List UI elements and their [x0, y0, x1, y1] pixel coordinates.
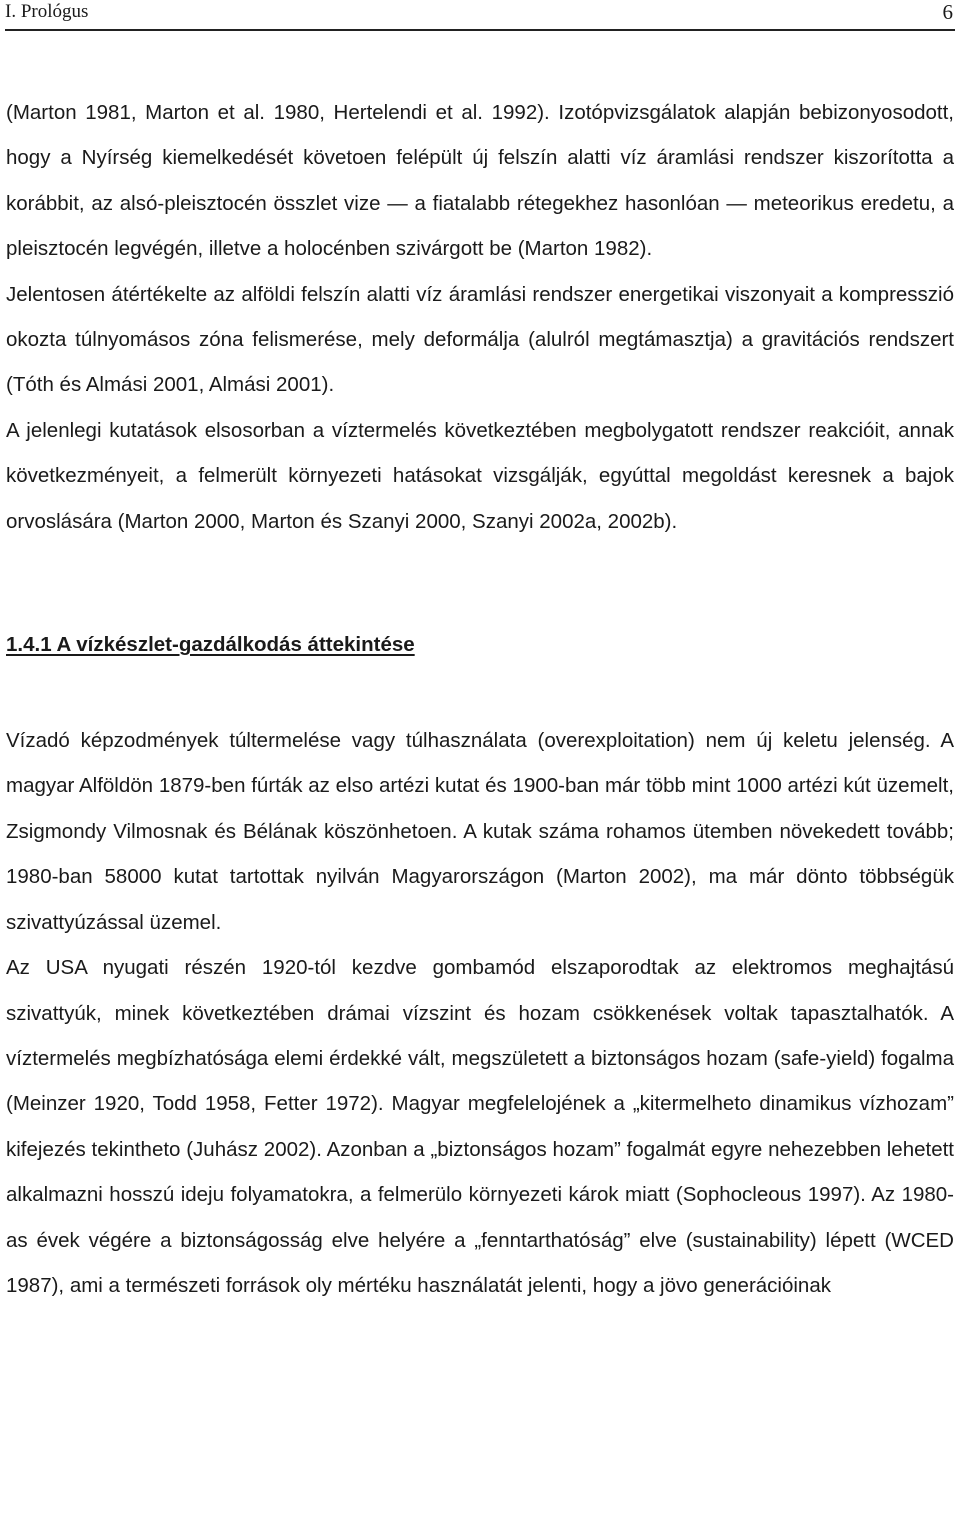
paragraph-compression-zone: Jelentosen átértékelte az alföldi felszín alatti víz áramlási rendszer energetikai viszonyait a kompresszió okozta túlnyomásos zóna felismerése, mely deformálja (alulról megtámasztja) a gravitációs rendszert (Tóth és Almási 2001, Almási 2001).: [6, 282, 954, 397]
page-number: 6: [942, 0, 953, 24]
paragraph-current-research: A jelenlegi kutatások elsosorban a víztermelés következtében megbolygatott rendszer reakcióit, annak következményeit, a felmerült környezeti hatásokat vizsgálják, egyúttal megoldást keresnek a bajok orvoslására (Marton 2000, Marton és Szanyi 2000, Szanyi 2002a, 2002b).: [6, 418, 954, 533]
chapter-title: I. Prológus: [5, 1, 89, 22]
paragraph-safe-yield: Az USA nyugati részén 1920-tól kezdve gombamód elszaporodtak az elektromos meghajtású szivattyúk, minek következtében drámai vízszint és hozam csökkenések voltak tapasztalhatók. A víztermelés megbízhatósága elemi érdekké vált, megszületett a biztonságos hozam (safe-yield) fogalma (Meinzer 1920, Todd 1958, Fetter 1972). Magyar megfelelojének a „kitermelheto dinamikus vízhozam” kifejezés tekintheto (Juhász 2002). Azonban a „biztonságos hozam” fogalmát egyre nehezebben lehetett alkalmazni hosszú ideju folyamatokra, a felmerülo környezeti károk miatt (Sophocleous 1997). Az 1980-as évek végére a biztonságosság elve helyére a „fenntarthatóság” elve (sustainability) lépett (WCED 1987), ami a természeti források oly mértéku használatát jelenti, hogy a jövo generációinak: [6, 956, 954, 1297]
page-header: [5, 0, 955, 31]
section-heading: 1.4.1 A vízkészlet-gazdálkodás áttekintése: [6, 633, 415, 657]
paragraph-isotope-studies: (Marton 1981, Marton et al. 1980, Hertelendi et al. 1992). Izotópvizsgálatok alapján bebizonyosodott, hogy a Nyírség kiemelkedését követoen felépült új felszín alatti víz áramlási rendszer kiszorította a korábbit, az alsó-pleisztocén összlet vize — a fiatalabb rétegekhez hasonlóan — meteorikus eredetu, a pleisztocén legvégén, illetve a holocénben szivárgott be (Marton 1982).: [6, 101, 954, 261]
paragraph-overexploitation: Vízadó képzodmények túltermelése vagy túlhasználata (overexploitation) nem új keletu jelenség. A magyar Alföldön 1879-ben fúrták az elso artézi kutat és 1900-ban már több mint 1000 artézi kút üzemelt, Zsigmondy Vilmosnak és Bélának köszönhetoen. A kutak száma rohamos ütemben növekedett tovább; 1980-ban 58000 kutat tartottak nyilván Magyarországon (Marton 2002), ma már dönto többségük szivattyúzással üzemel.: [6, 729, 954, 934]
page-body: [6, 90, 954, 1308]
